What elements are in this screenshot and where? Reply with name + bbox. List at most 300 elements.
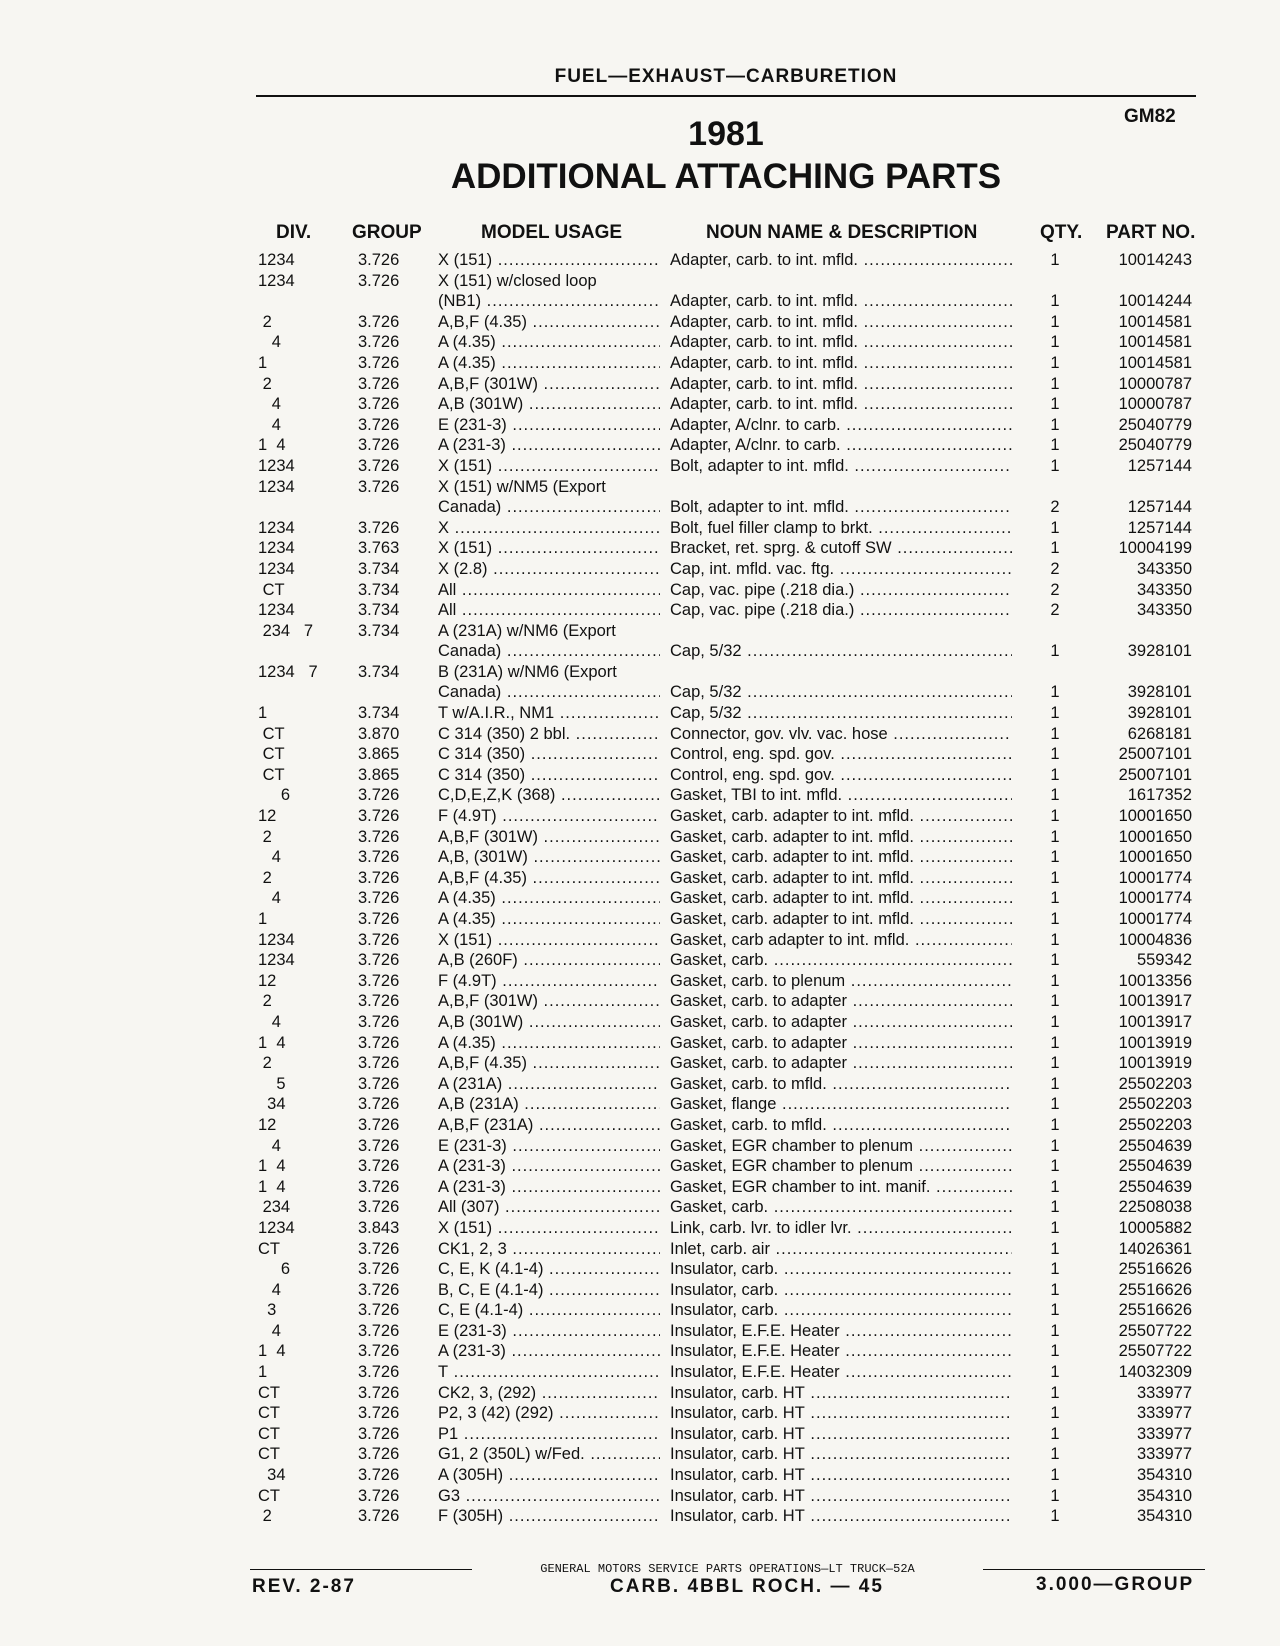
cell-part-no: 559342 xyxy=(1136,951,1192,970)
cell-qty: 1 xyxy=(1050,786,1060,805)
cell-group: 3.726 xyxy=(358,827,400,846)
table-row xyxy=(0,518,1280,539)
table-row xyxy=(0,1197,1280,1218)
cell-qty: 1 xyxy=(1050,1095,1060,1114)
cell-part-no: 14026361 xyxy=(1118,1239,1192,1258)
cell-group: 3.726 xyxy=(358,477,400,496)
cell-model-usage: F (4.9T) ..... xyxy=(438,971,660,992)
table-row xyxy=(0,950,1280,971)
parts-table-body xyxy=(0,250,1280,1527)
table-row xyxy=(0,477,1280,498)
cell-model-usage: A (4.35) ..... xyxy=(438,353,660,374)
cell-description: Control, eng. spd. gov. ..... xyxy=(670,765,1012,786)
cell-part-no: 343350 xyxy=(1136,580,1192,599)
cell-qty: 1 xyxy=(1050,312,1060,331)
cell-model-usage: A (231-3) ..... xyxy=(438,1341,660,1362)
cell-qty: 1 xyxy=(1050,971,1060,990)
cell-div: 34 xyxy=(258,1095,286,1114)
cell-div: 1 4 xyxy=(258,1157,286,1176)
cell-qty: 1 xyxy=(1050,1177,1060,1196)
cell-div: 2 xyxy=(258,827,272,846)
cell-part-no: 1617352 xyxy=(1127,786,1192,805)
cell-div: 1234 xyxy=(258,951,295,970)
table-row xyxy=(0,497,1280,518)
cell-qty: 1 xyxy=(1050,1260,1060,1279)
cell-qty: 1 xyxy=(1050,1198,1060,1217)
table-row xyxy=(0,1136,1280,1157)
cell-description: Adapter, A/clnr. to carb. ..... xyxy=(670,435,1012,456)
cell-description: Gasket, carb. adapter to int. mfld. ..... xyxy=(670,888,1012,909)
cell-qty: 1 xyxy=(1050,807,1060,826)
table-row xyxy=(0,1053,1280,1074)
cell-description: Link, carb. lvr. to idler lvr. ..... xyxy=(670,1218,1012,1239)
cell-group: 3.726 xyxy=(358,1260,400,1279)
table-row xyxy=(0,291,1280,312)
cell-description: Gasket, EGR chamber to int. manif. ..... xyxy=(670,1177,1012,1198)
cell-description: Adapter, carb. to int. mfld. ..... xyxy=(670,250,1012,271)
cell-model-usage: A (231A) w/NM6 (Export xyxy=(438,621,616,640)
cell-model-usage: (NB1) ..... xyxy=(438,291,660,312)
cell-div: 1 4 xyxy=(258,1342,286,1361)
cell-description: Gasket, TBI to int. mfld. ..... xyxy=(670,785,1012,806)
table-row xyxy=(0,682,1280,703)
cell-description: Gasket, flange ..... xyxy=(670,1094,1012,1115)
cell-model-usage: X (151) w/closed loop xyxy=(438,271,597,290)
cell-qty: 1 xyxy=(1050,1012,1060,1031)
cell-description: Insulator, carb. HT ..... xyxy=(670,1444,1012,1465)
cell-div: 2 xyxy=(258,1054,272,1073)
cell-qty: 1 xyxy=(1050,1280,1060,1299)
cell-part-no: 25040779 xyxy=(1118,415,1192,434)
cell-div: CT xyxy=(258,1424,280,1443)
cell-qty: 1 xyxy=(1050,683,1060,702)
cell-description: Cap, 5/32 ..... xyxy=(670,641,1012,662)
cell-qty: 2 xyxy=(1050,498,1060,517)
cell-div: 4 xyxy=(258,395,281,414)
cell-div: CT xyxy=(258,1486,280,1505)
cell-description: Insulator, carb. HT ..... xyxy=(670,1383,1012,1404)
cell-description: Gasket, carb. adapter to int. mfld. ..... xyxy=(670,868,1012,889)
cell-model-usage: CK1, 2, 3 ..... xyxy=(438,1239,660,1260)
table-row xyxy=(0,435,1280,456)
cell-div: CT xyxy=(258,765,285,784)
cell-group: 3.734 xyxy=(358,559,400,578)
cell-group: 3.726 xyxy=(358,1054,400,1073)
cell-part-no: 10014581 xyxy=(1118,353,1192,372)
cell-div: 2 xyxy=(258,992,272,1011)
cell-qty: 2 xyxy=(1050,559,1060,578)
cell-div: 2 xyxy=(258,1507,272,1526)
cell-part-no: 333977 xyxy=(1136,1404,1192,1423)
cell-model-usage: X (151) ..... xyxy=(438,538,660,559)
cell-part-no: 10013356 xyxy=(1118,971,1192,990)
cell-description: Cap, vac. pipe (.218 dia.) ..... xyxy=(670,580,1012,601)
cell-group: 3.726 xyxy=(358,1445,400,1464)
cell-div: 234 7 xyxy=(258,621,314,640)
column-header-group: GROUP xyxy=(352,222,422,243)
cell-description: Gasket, carb. to adapter ..... xyxy=(670,991,1012,1012)
cell-div: 1234 xyxy=(258,930,295,949)
cell-div: 1234 xyxy=(258,477,295,496)
cell-part-no: 10001650 xyxy=(1118,848,1192,867)
cell-description: Connector, gov. vlv. vac. hose ..... xyxy=(670,724,1012,745)
cell-qty: 1 xyxy=(1050,456,1060,475)
cell-part-no: 10000787 xyxy=(1118,374,1192,393)
cell-qty: 1 xyxy=(1050,1486,1060,1505)
table-row xyxy=(0,827,1280,848)
cell-description: Gasket, carb. to adapter ..... xyxy=(670,1053,1012,1074)
footer-revision: REV. 2-87 xyxy=(252,1576,356,1597)
cell-part-no: 10004836 xyxy=(1118,930,1192,949)
cell-description: Gasket, carb. ..... xyxy=(670,1197,1012,1218)
cell-group: 3.726 xyxy=(358,251,400,269)
table-row xyxy=(0,662,1280,683)
cell-model-usage: A,B,F (4.35) ..... xyxy=(438,1053,660,1074)
cell-model-usage: A (4.35) ..... xyxy=(438,888,660,909)
cell-part-no: 10001774 xyxy=(1118,889,1192,908)
table-row xyxy=(0,1177,1280,1198)
cell-part-no: 354310 xyxy=(1136,1466,1192,1485)
cell-group: 3.726 xyxy=(358,848,400,867)
cell-group: 3.870 xyxy=(358,724,400,743)
cell-part-no: 14032309 xyxy=(1118,1363,1192,1382)
cell-div: 1234 xyxy=(258,518,295,537)
page-title: ADDITIONAL ATTACHING PARTS xyxy=(450,157,1002,196)
cell-div: 3 xyxy=(258,1301,277,1320)
table-row xyxy=(0,909,1280,930)
table-row xyxy=(0,1280,1280,1301)
table-row xyxy=(0,785,1280,806)
table-row xyxy=(0,765,1280,786)
cell-qty: 1 xyxy=(1050,1363,1060,1382)
cell-part-no: 1257144 xyxy=(1127,456,1192,475)
table-row xyxy=(0,1033,1280,1054)
cell-group: 3.726 xyxy=(358,456,400,475)
cell-part-no: 10014244 xyxy=(1118,292,1192,311)
cell-group: 3.843 xyxy=(358,1218,400,1237)
cell-part-no: 10013919 xyxy=(1118,1054,1192,1073)
cell-div: 4 xyxy=(258,889,281,908)
cell-model-usage: X (2.8) ..... xyxy=(438,559,660,580)
cell-qty: 1 xyxy=(1050,930,1060,949)
cell-qty: 1 xyxy=(1050,436,1060,455)
cell-description: Gasket, carb. to adapter ..... xyxy=(670,1033,1012,1054)
cell-model-usage: X (151) ..... xyxy=(438,930,660,951)
cell-div: 1 xyxy=(258,704,268,723)
cell-group: 3.734 xyxy=(358,662,400,681)
cell-group: 3.726 xyxy=(358,1095,400,1114)
cell-qty: 1 xyxy=(1050,642,1060,661)
cell-div: CT xyxy=(258,1383,280,1402)
cell-model-usage: A,B,F (4.35) ..... xyxy=(438,312,660,333)
cell-div: 1 4 xyxy=(258,1177,286,1196)
column-header-qty: QTY. xyxy=(1040,222,1083,243)
cell-div: 34 xyxy=(258,1466,286,1485)
cell-part-no: 3928101 xyxy=(1127,704,1192,723)
cell-description: Insulator, carb. ..... xyxy=(670,1259,1012,1280)
cell-description: Gasket, carb. adapter to int. mfld. ..... xyxy=(670,847,1012,868)
cell-div: 4 xyxy=(258,333,281,352)
cell-part-no: 25502203 xyxy=(1118,1074,1192,1093)
cell-div: 1234 xyxy=(258,251,295,269)
cell-description: Gasket, carb. to adapter ..... xyxy=(670,1012,1012,1033)
cell-part-no: 6268181 xyxy=(1127,724,1192,743)
cell-qty: 1 xyxy=(1050,1424,1060,1443)
cell-description: Cap, 5/32 ..... xyxy=(670,682,1012,703)
cell-description: Bolt, fuel filler clamp to brkt. ..... xyxy=(670,518,1012,539)
cell-qty: 1 xyxy=(1050,1445,1060,1464)
cell-description: Adapter, carb. to int. mfld. ..... xyxy=(670,291,1012,312)
cell-part-no: 10000787 xyxy=(1118,395,1192,414)
cell-description: Gasket, carb. to mfld. ..... xyxy=(670,1074,1012,1095)
cell-description: Insulator, carb. HT ..... xyxy=(670,1465,1012,1486)
cell-description: Cap, int. mfld. vac. ftg. ..... xyxy=(670,559,1012,580)
cell-div: 6 xyxy=(258,1260,291,1279)
cell-description: Gasket, EGR chamber to plenum ..... xyxy=(670,1136,1012,1157)
cell-model-usage: A,B,F (301W) ..... xyxy=(438,991,660,1012)
table-row xyxy=(0,580,1280,601)
cell-part-no: 354310 xyxy=(1136,1507,1192,1526)
cell-group: 3.726 xyxy=(358,1074,400,1093)
cell-description: Adapter, carb. to int. mfld. ..... xyxy=(670,312,1012,333)
cell-qty: 1 xyxy=(1050,1157,1060,1176)
column-header-description: NOUN NAME & DESCRIPTION xyxy=(706,222,978,243)
cell-group: 3.726 xyxy=(358,1466,400,1485)
cell-group: 3.726 xyxy=(358,1342,400,1361)
cell-model-usage: A (231-3) ..... xyxy=(438,1156,660,1177)
cell-qty: 2 xyxy=(1050,601,1060,620)
cell-part-no: 10004199 xyxy=(1118,539,1192,558)
table-row xyxy=(0,1259,1280,1280)
footer-operations-line: GENERAL MOTORS SERVICE PARTS OPERATIONS—LT TRUCK—52A xyxy=(250,1562,1205,1576)
cell-part-no: 1257144 xyxy=(1127,498,1192,517)
cell-group: 3.726 xyxy=(358,395,400,414)
cell-description: Cap, 5/32 ..... xyxy=(670,703,1012,724)
header-rule xyxy=(256,95,1196,97)
cell-part-no: 25504639 xyxy=(1118,1136,1192,1155)
cell-group: 3.726 xyxy=(358,1239,400,1258)
table-row xyxy=(0,1300,1280,1321)
cell-qty: 1 xyxy=(1050,1115,1060,1134)
cell-part-no: 333977 xyxy=(1136,1424,1192,1443)
cell-group: 3.726 xyxy=(358,1424,400,1443)
cell-model-usage: A,B,F (231A) ..... xyxy=(438,1115,660,1136)
table-row xyxy=(0,1444,1280,1465)
cell-group: 3.726 xyxy=(358,518,400,537)
cell-part-no: 10001650 xyxy=(1118,807,1192,826)
column-header-div: DIV. xyxy=(276,222,312,243)
cell-model-usage: X ..... xyxy=(438,518,660,539)
cell-qty: 1 xyxy=(1050,1074,1060,1093)
cell-description: Adapter, carb. to int. mfld. ..... xyxy=(670,353,1012,374)
cell-div: CT xyxy=(258,1404,280,1423)
cell-div: 12 xyxy=(258,971,277,990)
cell-div: 5 xyxy=(258,1074,286,1093)
cell-description: Insulator, carb. HT ..... xyxy=(670,1486,1012,1507)
cell-part-no: 25516626 xyxy=(1118,1260,1192,1279)
cell-description: Gasket, carb. adapter to int. mfld. ..... xyxy=(670,909,1012,930)
cell-model-usage: B (231A) w/NM6 (Export xyxy=(438,662,617,681)
table-header xyxy=(0,220,1280,246)
cell-div: CT xyxy=(258,745,285,764)
cell-group: 3.726 xyxy=(358,786,400,805)
cell-model-usage: E (231-3) ..... xyxy=(438,1136,660,1157)
cell-model-usage: B, C, E (4.1-4) ..... xyxy=(438,1280,660,1301)
cell-qty: 1 xyxy=(1050,518,1060,537)
table-row xyxy=(0,1239,1280,1260)
cell-div: 1 xyxy=(258,353,268,372)
cell-group: 3.726 xyxy=(358,1033,400,1052)
cell-group: 3.726 xyxy=(358,889,400,908)
cell-model-usage: A (231-3) ..... xyxy=(438,435,660,456)
table-row xyxy=(0,1218,1280,1239)
cell-description: Control, eng. spd. gov. ..... xyxy=(670,744,1012,765)
cell-part-no: 10005882 xyxy=(1118,1218,1192,1237)
cell-model-usage: F (4.9T) ..... xyxy=(438,806,660,827)
table-row xyxy=(0,538,1280,559)
cell-part-no: 25040779 xyxy=(1118,436,1192,455)
cell-model-usage: A (231A) ..... xyxy=(438,1074,660,1095)
cell-description: Gasket, carb. adapter to int. mfld. ..... xyxy=(670,806,1012,827)
cell-model-usage: A,B (301W) ..... xyxy=(438,394,660,415)
cell-part-no: 25007101 xyxy=(1118,745,1192,764)
cell-group: 3.726 xyxy=(358,1404,400,1423)
table-row xyxy=(0,332,1280,353)
table-row xyxy=(0,744,1280,765)
cell-qty: 1 xyxy=(1050,1321,1060,1340)
cell-qty: 1 xyxy=(1050,745,1060,764)
cell-div: 4 xyxy=(258,415,281,434)
table-row xyxy=(0,888,1280,909)
cell-qty: 1 xyxy=(1050,1136,1060,1155)
cell-qty: 1 xyxy=(1050,374,1060,393)
cell-div: CT xyxy=(258,1445,280,1464)
cell-qty: 1 xyxy=(1050,395,1060,414)
cell-model-usage: F (305H) ..... xyxy=(438,1506,660,1527)
table-row xyxy=(0,641,1280,662)
cell-group: 3.734 xyxy=(358,601,400,620)
cell-model-usage: X (151) w/NM5 (Export xyxy=(438,477,606,496)
cell-model-usage: Canada) ..... xyxy=(438,497,660,518)
cell-part-no: 10014243 xyxy=(1118,251,1192,269)
cell-group: 3.726 xyxy=(358,971,400,990)
cell-qty: 1 xyxy=(1050,333,1060,352)
cell-part-no: 343350 xyxy=(1136,601,1192,620)
cell-part-no: 10001774 xyxy=(1118,910,1192,928)
cell-group: 3.726 xyxy=(358,312,400,331)
cell-div: 1234 xyxy=(258,559,295,578)
cell-group: 3.763 xyxy=(358,539,400,558)
cell-part-no: 354310 xyxy=(1136,1486,1192,1505)
cell-description: Insulator, carb. ..... xyxy=(670,1300,1012,1321)
cell-group: 3.726 xyxy=(358,951,400,970)
table-row xyxy=(0,1506,1280,1527)
cell-group: 3.726 xyxy=(358,415,400,434)
cell-description: Insulator, carb. HT ..... xyxy=(670,1506,1012,1527)
cell-model-usage: C 314 (350) 2 bbl. ..... xyxy=(438,724,660,745)
cell-part-no: 25504639 xyxy=(1118,1177,1192,1196)
table-row xyxy=(0,1465,1280,1486)
table-row xyxy=(0,559,1280,580)
cell-qty: 2 xyxy=(1050,580,1060,599)
cell-part-no: 22508038 xyxy=(1118,1198,1192,1217)
cell-model-usage: E (231-3) ..... xyxy=(438,1321,660,1342)
cell-qty: 1 xyxy=(1050,951,1060,970)
cell-div: 4 xyxy=(258,848,281,867)
table-row xyxy=(0,806,1280,827)
cell-description: Insulator, E.F.E. Heater ..... xyxy=(670,1362,1012,1383)
cell-group: 3.726 xyxy=(358,930,400,949)
cell-part-no: 3928101 xyxy=(1127,642,1192,661)
cell-div: 1234 xyxy=(258,601,295,620)
cell-part-no: 25516626 xyxy=(1118,1301,1192,1320)
cell-model-usage: P1 ..... xyxy=(438,1424,660,1445)
cell-model-usage: G3 ..... xyxy=(438,1486,660,1507)
cell-div: 1 xyxy=(258,910,268,928)
cell-group: 3.726 xyxy=(358,353,400,372)
table-row xyxy=(0,724,1280,745)
cell-div: 1234 xyxy=(258,1218,295,1237)
cell-description: Insulator, carb. ..... xyxy=(670,1280,1012,1301)
cell-description: Inlet, carb. air ..... xyxy=(670,1239,1012,1260)
table-row xyxy=(0,1362,1280,1383)
cell-group: 3.734 xyxy=(358,621,400,640)
cell-model-usage: A,B,F (4.35) ..... xyxy=(438,868,660,889)
cell-div: 1234 xyxy=(258,456,295,475)
cell-group: 3.734 xyxy=(358,704,400,723)
table-row xyxy=(0,394,1280,415)
cell-group: 3.726 xyxy=(358,1177,400,1196)
cell-qty: 1 xyxy=(1050,848,1060,867)
cell-description: Insulator, carb. HT ..... xyxy=(670,1424,1012,1445)
cell-part-no: 10013917 xyxy=(1118,992,1192,1011)
cell-model-usage: Canada) ..... xyxy=(438,682,660,703)
cell-description: Cap, vac. pipe (.218 dia.) ..... xyxy=(670,600,1012,621)
cell-group: 3.726 xyxy=(358,1280,400,1299)
cell-group: 3.726 xyxy=(358,333,400,352)
cell-div: 2 xyxy=(258,868,272,887)
cell-qty: 1 xyxy=(1050,1342,1060,1361)
cell-model-usage: A,B,F (301W) ..... xyxy=(438,827,660,848)
cell-description: Bracket, ret. sprg. & cutoff SW ..... xyxy=(670,538,1012,559)
cell-model-usage: E (231-3) ..... xyxy=(438,415,660,436)
cell-group: 3.726 xyxy=(358,436,400,455)
cell-qty: 1 xyxy=(1050,704,1060,723)
table-row xyxy=(0,374,1280,395)
cell-group: 3.726 xyxy=(358,271,400,290)
cell-description: Bolt, adapter to int. mfld. ..... xyxy=(670,456,1012,477)
cell-description: Insulator, E.F.E. Heater ..... xyxy=(670,1341,1012,1362)
cell-description: Adapter, carb. to int. mfld. ..... xyxy=(670,374,1012,395)
column-header-part-no: PART NO. xyxy=(1106,222,1196,243)
cell-model-usage: A (4.35) ..... xyxy=(438,909,660,930)
cell-qty: 1 xyxy=(1050,1301,1060,1320)
table-row xyxy=(0,600,1280,621)
cell-part-no: 25507722 xyxy=(1118,1342,1192,1361)
cell-div: 1 xyxy=(258,1363,268,1382)
cell-model-usage: A,B (260F) ..... xyxy=(438,950,660,971)
cell-qty: 1 xyxy=(1050,1239,1060,1258)
cell-group: 3.726 xyxy=(358,1321,400,1340)
cell-group: 3.726 xyxy=(358,1507,400,1526)
table-row xyxy=(0,1321,1280,1342)
cell-qty: 1 xyxy=(1050,765,1060,784)
cell-group: 3.734 xyxy=(358,580,400,599)
cell-div: 1 4 xyxy=(258,1033,286,1052)
cell-model-usage: CK2, 3, (292) ..... xyxy=(438,1383,660,1404)
cell-qty: 1 xyxy=(1050,353,1060,372)
cell-qty: 1 xyxy=(1050,1218,1060,1237)
